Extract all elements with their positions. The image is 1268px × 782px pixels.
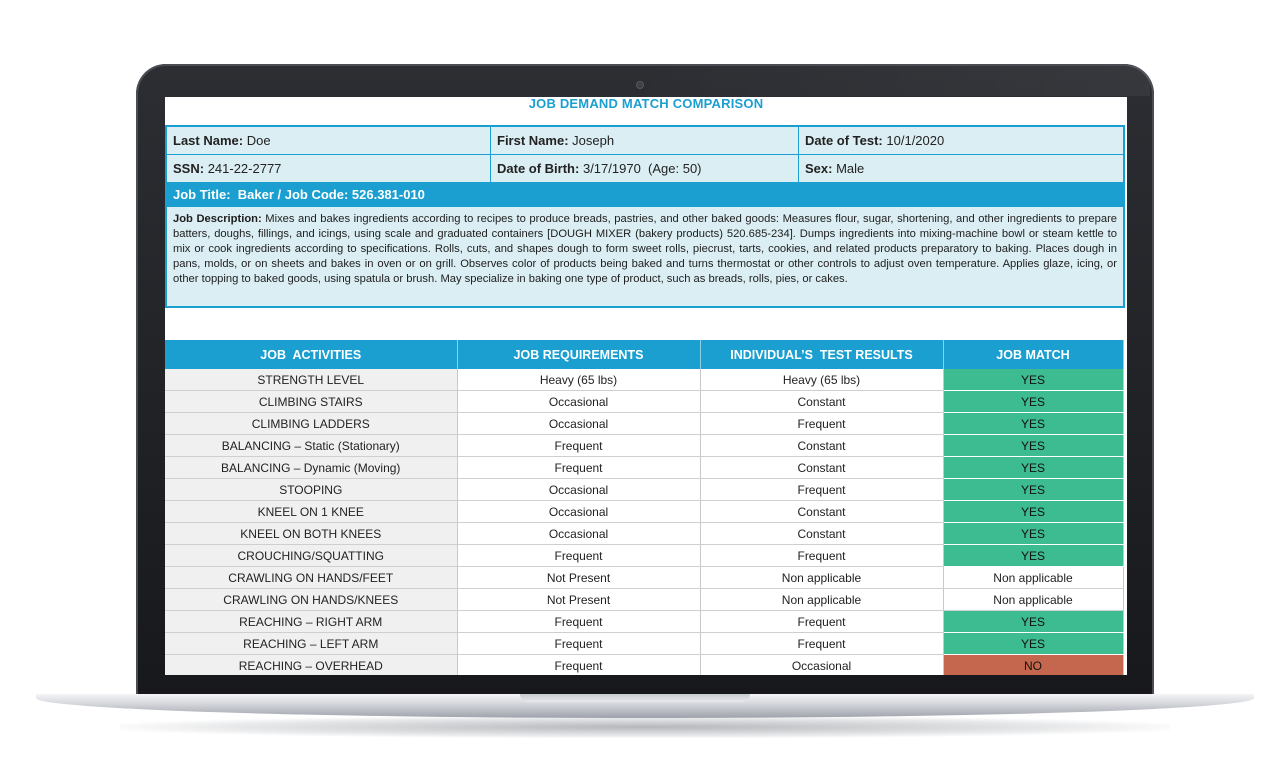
info-row-demographics [167, 155, 1123, 183]
activity-cell: CROUCHING/SQUATTING [165, 545, 457, 567]
test-result-cell: Constant [700, 523, 943, 545]
header-job-activities: JOB ACTIVITIES [165, 340, 457, 369]
requirement-cell: Frequent [457, 545, 700, 567]
match-cell: YES [943, 633, 1123, 655]
match-cell: YES [943, 391, 1123, 413]
requirement-cell: Occasional [457, 523, 700, 545]
header-job-match: JOB MATCH [943, 340, 1123, 369]
table-row [165, 655, 1123, 676]
match-cell: YES [943, 413, 1123, 435]
table-row [165, 391, 1123, 413]
last-name-cell [167, 127, 491, 154]
requirement-cell: Not Present [457, 567, 700, 589]
match-cell: NO [943, 655, 1123, 676]
job-description-label: Job Description: [173, 213, 262, 225]
header-test-results: INDIVIDUAL’S TEST RESULTS [700, 340, 943, 369]
match-cell: YES [943, 523, 1123, 545]
requirement-cell: Frequent [457, 655, 700, 676]
activity-cell: CRAWLING ON HANDS/KNEES [165, 589, 457, 611]
sex-value: Male [836, 161, 865, 176]
test-result-cell: Frequent [700, 479, 943, 501]
activity-cell: CLIMBING LADDERS [165, 413, 457, 435]
test-result-cell: Non applicable [700, 589, 943, 611]
activity-cell: REACHING – RIGHT ARM [165, 611, 457, 633]
match-cell: YES [943, 435, 1123, 457]
activity-cell: REACHING – LEFT ARM [165, 633, 457, 655]
test-result-cell: Constant [700, 501, 943, 523]
table-row [165, 501, 1123, 523]
job-description-text: Mixes and bakes ingredients according to recipes to produce breads, pastries, and other baked goods: Measures flour, sugar, shortening, and other ingredients to prepare batters, doughs, fillings, and icings, using scale and graduated containers [DOUGH MIXER (bakery products) 520.685-234]. Dumps ingredients into mixing-machine bowl or steam kettle to mix or cook ingredients according to specifications. Rolls, cuts, and shapes dough to form sweet rolls, piecrust, tarts, cookies, and related products preparatory to baking. Places dough in pans, molds, or on sheets and bakes in oven or on grill. Observes color of products being baked and turns thermostat or other controls to adjust oven temperature. Applies glaze, icing, or other topping to baked goods, using spatula or brush. May specialize in baking one type of product, such as breads, rolls, pies, or cakes. [173, 213, 1118, 285]
sex-cell [799, 155, 1123, 182]
activity-cell: KNEEL ON 1 KNEE [165, 501, 457, 523]
table-row [165, 523, 1123, 545]
table-row [165, 611, 1123, 633]
test-result-cell: Occasional [700, 655, 943, 676]
requirement-cell: Occasional [457, 479, 700, 501]
table-row [165, 435, 1123, 457]
requirement-cell: Not Present [457, 589, 700, 611]
match-cell: YES [943, 611, 1123, 633]
first-name-cell [491, 127, 799, 154]
dob-cell [491, 155, 799, 182]
info-row-names [167, 127, 1123, 155]
activity-cell: BALANCING – Dynamic (Moving) [165, 457, 457, 479]
laptop-shadow [120, 716, 1170, 738]
table-header-row [165, 340, 1123, 369]
sex-label: Sex: [805, 161, 833, 176]
test-result-cell: Constant [700, 391, 943, 413]
match-cell: YES [943, 479, 1123, 501]
table-row [165, 567, 1123, 589]
date-of-test-cell [799, 127, 1123, 154]
match-cell: YES [943, 501, 1123, 523]
activity-cell: REACHING – OVERHEAD [165, 655, 457, 676]
match-cell: YES [943, 369, 1123, 391]
dob-label: Date of Birth: [497, 161, 580, 176]
table-row [165, 369, 1123, 391]
header-job-requirements: JOB REQUIREMENTS [457, 340, 700, 369]
table-row [165, 479, 1123, 501]
table-row [165, 633, 1123, 655]
ssn-cell [167, 155, 491, 182]
requirement-cell: Frequent [457, 633, 700, 655]
activity-cell: KNEEL ON BOTH KNEES [165, 523, 457, 545]
test-result-cell: Frequent [700, 413, 943, 435]
requirement-cell: Frequent [457, 457, 700, 479]
activity-cell: CLIMBING STAIRS [165, 391, 457, 413]
lid-glare [630, 66, 1150, 96]
requirement-cell: Occasional [457, 501, 700, 523]
test-result-cell: Heavy (65 lbs) [700, 369, 943, 391]
first-name-label: First Name: [497, 133, 569, 148]
job-title-bar: Job Title: Baker / Job Code: 526.381-010 [167, 183, 1123, 207]
test-result-cell: Frequent [700, 633, 943, 655]
requirement-cell: Frequent [457, 611, 700, 633]
last-name-value: Doe [246, 133, 271, 148]
job-activities-table [165, 340, 1124, 675]
table-row [165, 457, 1123, 479]
test-result-cell: Frequent [700, 611, 943, 633]
requirement-cell: Occasional [457, 413, 700, 435]
activity-cell: STRENGTH LEVEL [165, 369, 457, 391]
date-of-test-value: 10/1/2020 [886, 133, 945, 148]
test-result-cell: Constant [700, 457, 943, 479]
ssn-value: 241-22-2777 [207, 161, 282, 176]
table-row [165, 413, 1123, 435]
last-name-label: Last Name: [173, 133, 244, 148]
requirement-cell: Occasional [457, 391, 700, 413]
laptop-notch [520, 694, 750, 702]
table-row [165, 589, 1123, 611]
match-cell: YES [943, 457, 1123, 479]
test-result-cell: Non applicable [700, 567, 943, 589]
patient-info-box [165, 125, 1125, 308]
document-title: JOB DEMAND MATCH COMPARISON [528, 97, 764, 111]
test-result-cell: Frequent [700, 545, 943, 567]
activity-cell: STOOPING [165, 479, 457, 501]
job-description [167, 207, 1123, 306]
laptop-screen [165, 97, 1127, 675]
first-name-value: Joseph [572, 133, 615, 148]
table-row [165, 545, 1123, 567]
dob-value: 3/17/1970 (Age: 50) [582, 161, 702, 176]
match-cell: YES [943, 545, 1123, 567]
requirement-cell: Heavy (65 lbs) [457, 369, 700, 391]
table-body [165, 369, 1123, 675]
test-result-cell: Constant [700, 435, 943, 457]
activity-cell: BALANCING – Static (Stationary) [165, 435, 457, 457]
webcam-icon [637, 82, 643, 88]
activity-cell: CRAWLING ON HANDS/FEET [165, 567, 457, 589]
date-of-test-label: Date of Test: [805, 133, 883, 148]
ssn-label: SSN: [173, 161, 205, 176]
requirement-cell: Frequent [457, 435, 700, 457]
match-cell: Non applicable [943, 567, 1123, 589]
match-cell: Non applicable [943, 589, 1123, 611]
